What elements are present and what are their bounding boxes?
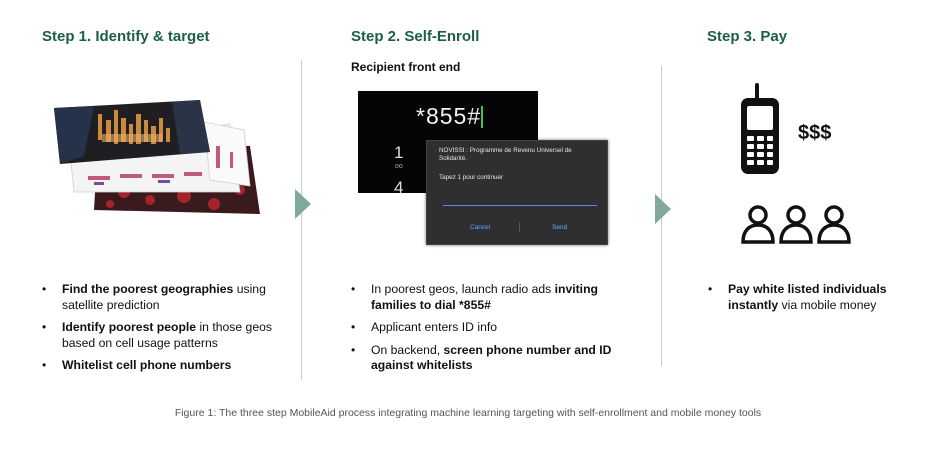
keypad-key-4: 4 <box>394 178 404 197</box>
step-2-bullet-list <box>349 282 639 381</box>
list-item: • On backend, screen phone number and ID against whitelists <box>349 343 639 374</box>
mobile-phone-icon <box>736 82 784 178</box>
money-label: $$$ <box>798 122 832 144</box>
step-arrow-2 <box>655 194 671 224</box>
dialog-button-separator <box>519 222 520 232</box>
satellite-map-illustration <box>54 100 266 218</box>
dialog-title: NOVISSI : Programme de Revenu Universel de Solidarité. <box>439 147 572 162</box>
step-divider-1 <box>301 60 302 380</box>
keypad-key-1-voicemail: oo <box>395 163 403 170</box>
list-item: • In poorest geos, launch radio ads inviting families to dial *855# <box>349 282 639 313</box>
dialog-cancel-button: Cancel <box>470 224 491 231</box>
dialog-send-button: Send <box>552 224 568 231</box>
list-item: • Identify poorest people in those geos based on cell usage patterns <box>40 320 285 351</box>
step-arrow-1 <box>295 189 311 219</box>
keypad-key-1: 1 <box>394 143 404 162</box>
dialog-instruction: Tapez 1 pour continuer <box>439 174 504 181</box>
recipient-front-end-subheading: Recipient front end <box>351 60 461 74</box>
step-2-title: Step 2. Self-Enroll <box>351 28 480 45</box>
step-1-bullet-list <box>40 282 285 381</box>
people-group-icon <box>740 204 852 244</box>
dial-input: *855# <box>416 103 482 129</box>
step-1-title: Step 1. Identify & target <box>42 28 210 45</box>
list-item: • Pay white listed individuals instantly via mobile money <box>706 282 906 313</box>
list-item: • Find the poorest geographies using satellite prediction <box>40 282 285 313</box>
list-item: • Whitelist cell phone numbers <box>40 358 285 374</box>
figure-caption: Figure 1: The three step MobileAid process integrating machine learning targeting with self-enrollment and mobile money tools <box>174 407 762 419</box>
dialog-input-line <box>443 205 597 206</box>
ussd-dialog <box>426 140 608 245</box>
step-3-title: Step 3. Pay <box>707 28 788 45</box>
step-3-bullet-list <box>706 282 906 320</box>
list-item: • Applicant enters ID info <box>349 320 639 336</box>
